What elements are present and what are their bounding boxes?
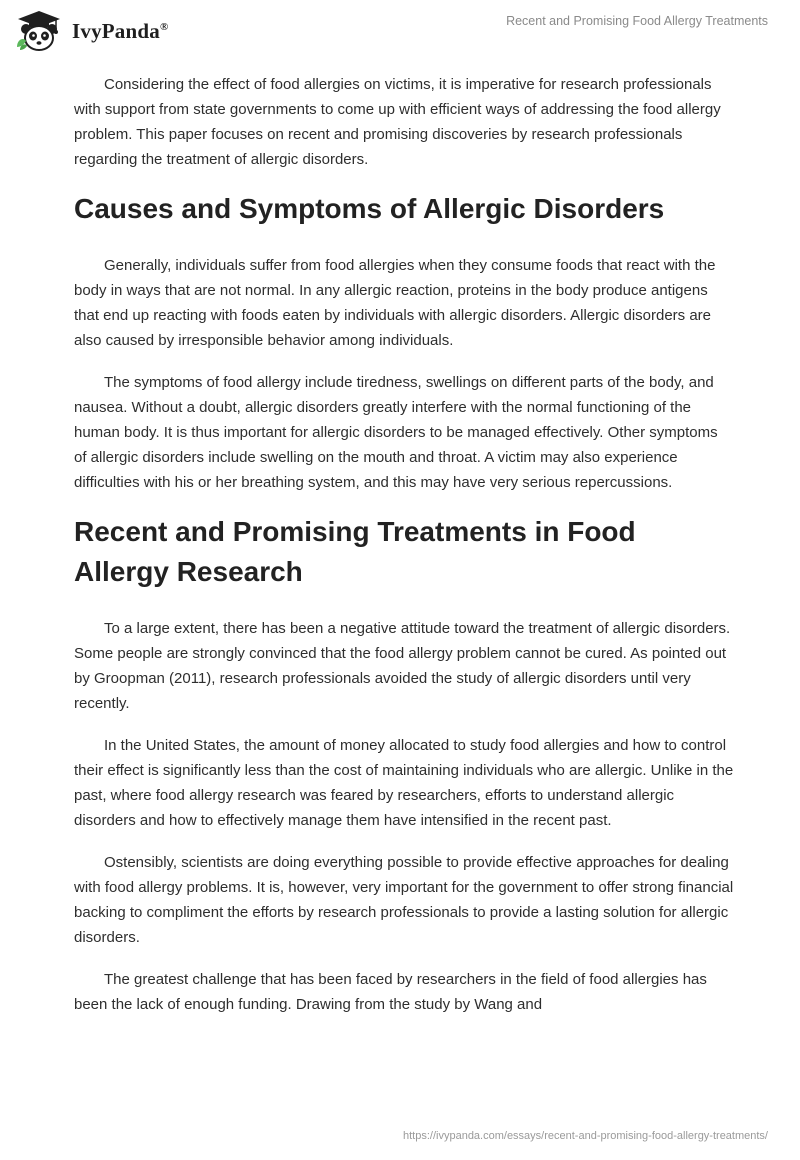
paragraph-intro: Considering the effect of food allergies on victims, it is imperative for research professionals with support from state governments to come up with efficient ways of addressing the food allergy problem. This paper focuses on recent and promising discoveries by research professionals regarding the treatment of allergic disorders.: [74, 76, 721, 168]
panda-graduate-icon: [14, 9, 64, 53]
paragraph-attitude: To a large extent, there has been a negative attitude toward the treatment of allergic disorders. Some people are strongly convinced that the food allergy problem cannot be cured. As pointed out by Groopman (2011), research professionals avoided the study of allergic disorders until very recently.: [74, 620, 731, 712]
paragraph-symptoms: The symptoms of food allergy include tiredness, swellings on different parts of the body, and nausea. Without a doubt, allergic disorders greatly interfere with the normal functioning of the human body. It is thus important for allergic disorders to be managed effectively. Other symptoms of allergic disorders include swelling on the mouth and throat. A victim may also experience difficulties with his or her breathing system, and this may have very serious repercussions.: [74, 374, 718, 491]
source-url[interactable]: https://ivypanda.com/essays/recent-and-promising-food-allergy-treatments/: [403, 1130, 768, 1142]
heading-causes-symptoms: Causes and Symptoms of Allergic Disorders: [74, 193, 665, 224]
heading-treatments: Recent and Promising Treatments in Food Allergy Research: [74, 516, 636, 587]
brand-logo[interactable]: [14, 9, 168, 53]
paragraph-funding-us: In the United States, the amount of money allocated to study food allergies and how to control their effect is significantly less than the cost of maintaining individuals who are allergic. Unlike in the past, where food allergy research was feared by researchers, efforts to understand allergic disorders and how to effectively manage them have intensified in the recent past.: [74, 737, 734, 829]
brand-name: [72, 19, 168, 44]
registered-mark: ®: [159, 20, 169, 33]
brand-name-text: IvyPanda: [72, 18, 160, 43]
page-header: [0, 0, 800, 60]
document-title: Recent and Promising Food Allergy Treatments: [506, 14, 768, 28]
paragraph-challenge: The greatest challenge that has been faced by researchers in the field of food allergies has been the lack of enough funding. Drawing from the study by Wang and: [74, 971, 707, 1013]
paragraph-causes: Generally, individuals suffer from food allergies when they consume foods that react with the body in ways that are not normal. In any allergic reaction, proteins in the body produce antigens that end up reacting with foods eaten by individuals with allergic disorders. Allergic disorders are also caused by irresponsible behavior among individuals.: [74, 257, 716, 349]
essay-body: [74, 72, 734, 1034]
paragraph-scientists: Ostensibly, scientists are doing everything possible to provide effective approaches for dealing with food allergy problems. It is, however, very important for the government to offer strong financial backing to compliment the efforts by research professionals to provide a lasting solution for allergic disorders.: [74, 854, 734, 946]
